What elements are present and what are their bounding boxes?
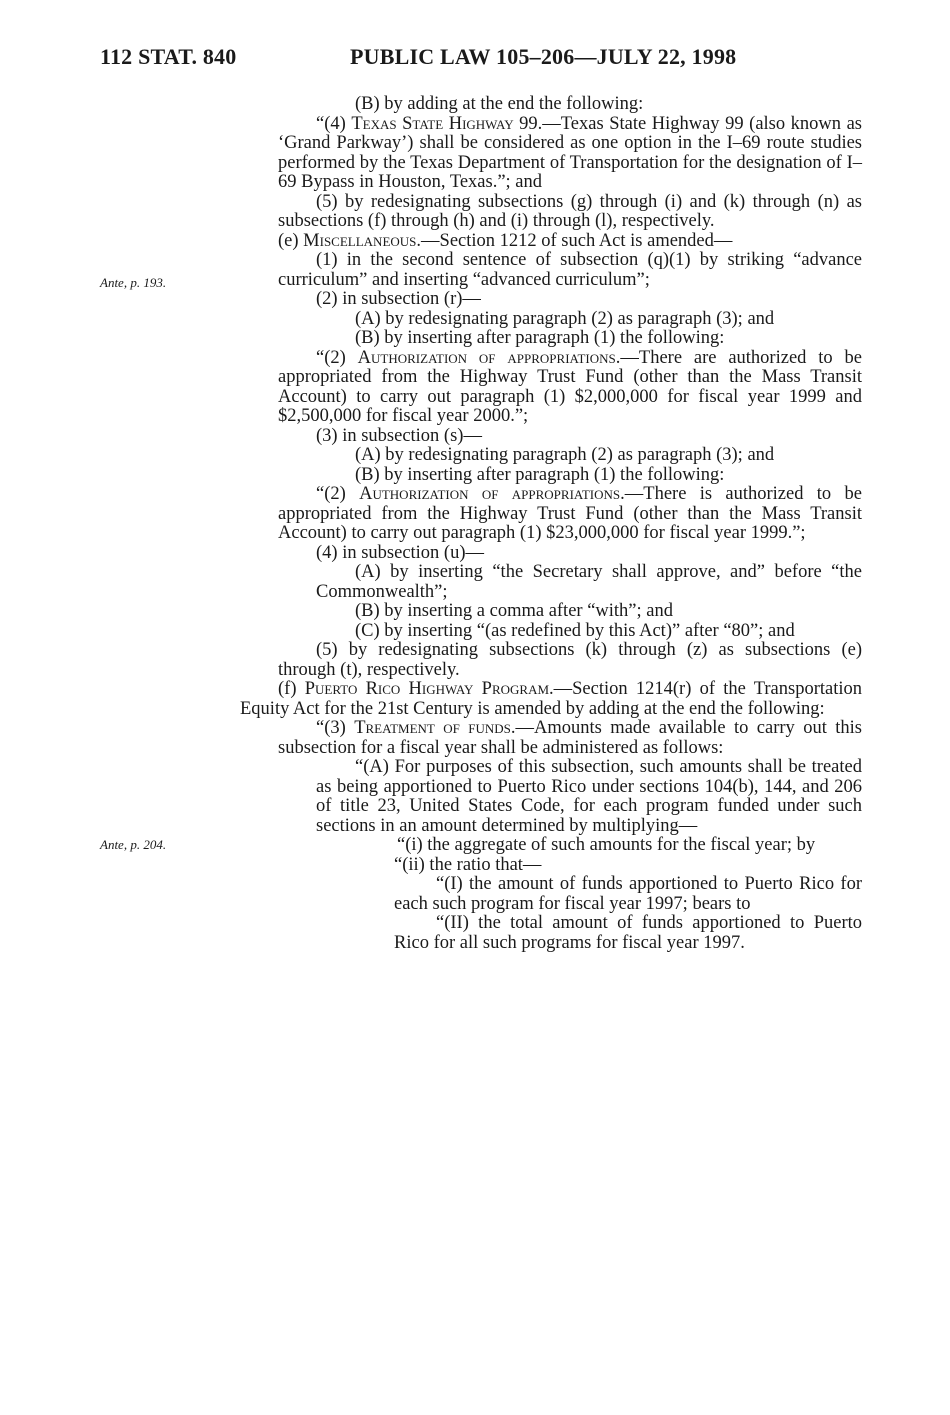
paragraph: “(4) Texas State Highway 99.—Texas State Highway 99 (also known as ‘Grand Parkway’) shall be considered as one option in the I–69 route studies performed by the Texas Department of Transportation for the designation of I–69 Bypass in Houston, Texas.”; and (278, 113, 862, 192)
paragraph: “(2) Authorization of appropriations.—There are authorized to be appropriated from the Highway Trust Fund (other than the Mass Transit Account) to carry out paragraph (1) $2,000,000 for fiscal year 1999 and $2,500,000 for fiscal year 2000.”; (278, 347, 862, 426)
paragraph: “(II) the total amount of funds apportioned to Puerto Rico for all such programs for fiscal year 1997. (394, 913, 862, 953)
paragraph: (B) by inserting a comma after “with”; and (355, 601, 673, 621)
paragraph: (2) in subsection (r)— (316, 289, 481, 309)
paragraph: (B) by inserting after paragraph (1) the following: (355, 328, 725, 348)
paragraph: “(2) Authorization of appropriations.—There is authorized to be appropriated from the Highway Trust Fund (other than the Mass Transit Account) to carry out paragraph (1) $23,000,000 for fiscal year 1999.”; (278, 484, 862, 543)
paragraph: (A) by redesignating paragraph (2) as paragraph (3); and (355, 308, 775, 329)
paragraph: “(3) Treatment of funds.—Amounts made available to carry out this subsection for a fiscal year shall be administered as follows: (278, 718, 862, 758)
paragraph: (3) in subsection (s)— (316, 425, 482, 446)
paragraph: (4) in subsection (u)— (316, 542, 485, 563)
margin-note-ante-193: Ante, p. 193. (100, 275, 167, 290)
paragraph: “(I) the amount of funds apportioned to Puerto Rico for each such program for fiscal year 1997; bears to (394, 874, 862, 914)
paragraph: (1) in the second sentence of subsection (q)(1) by striking “advance curriculum” and inserting “advanced curriculum”; (278, 250, 862, 290)
statute-body (240, 95, 862, 953)
page-running-title: PUBLIC LAW 105–206—JULY 22, 1998 (350, 44, 737, 69)
paragraph: (C) by inserting “(as redefined by this Act)” after “80”; and (355, 620, 795, 641)
paragraph: (A) by redesignating paragraph (2) as paragraph (3); and (355, 445, 775, 465)
paragraph: (B) by adding at the end the following: (355, 94, 644, 114)
paragraph: (B) by inserting after paragraph (1) the following: (355, 464, 725, 485)
paragraph: “(i) the aggregate of such amounts for the fiscal year; by (397, 835, 816, 855)
page-stat-number: 112 STAT. 840 (100, 44, 237, 69)
paragraph: (A) by inserting “the Secretary shall approve, and” before “the Commonwealth”; (316, 562, 862, 602)
paragraph: “(ii) the ratio that— (394, 854, 542, 875)
paragraph: (5) by redesignating subsections (k) through (z) as subsections (e) through (t), respectively. (278, 640, 862, 680)
paragraph: (5) by redesignating subsections (g) through (i) and (k) through (n) as subsections (f) through (h) and (i) through (l), respectively. (278, 191, 862, 231)
paragraph: (e) Miscellaneous.—Section 1212 of such Act is amended— (278, 230, 733, 251)
margin-note-ante-204: Ante, p. 204. (100, 837, 167, 852)
paragraph: “(A) For purposes of this subsection, such amounts shall be treated as being apportioned to Puerto Rico under sections 104(b), 144, and 206 of title 23, United States Code, for each program funded under such sections in an amount determined by multiplying— (316, 757, 862, 836)
paragraph: (f) Puerto Rico Highway Program.—Section 1214(r) of the Transportation Equity Act for the 21st Century is amended by adding at the end the following: (240, 679, 863, 719)
